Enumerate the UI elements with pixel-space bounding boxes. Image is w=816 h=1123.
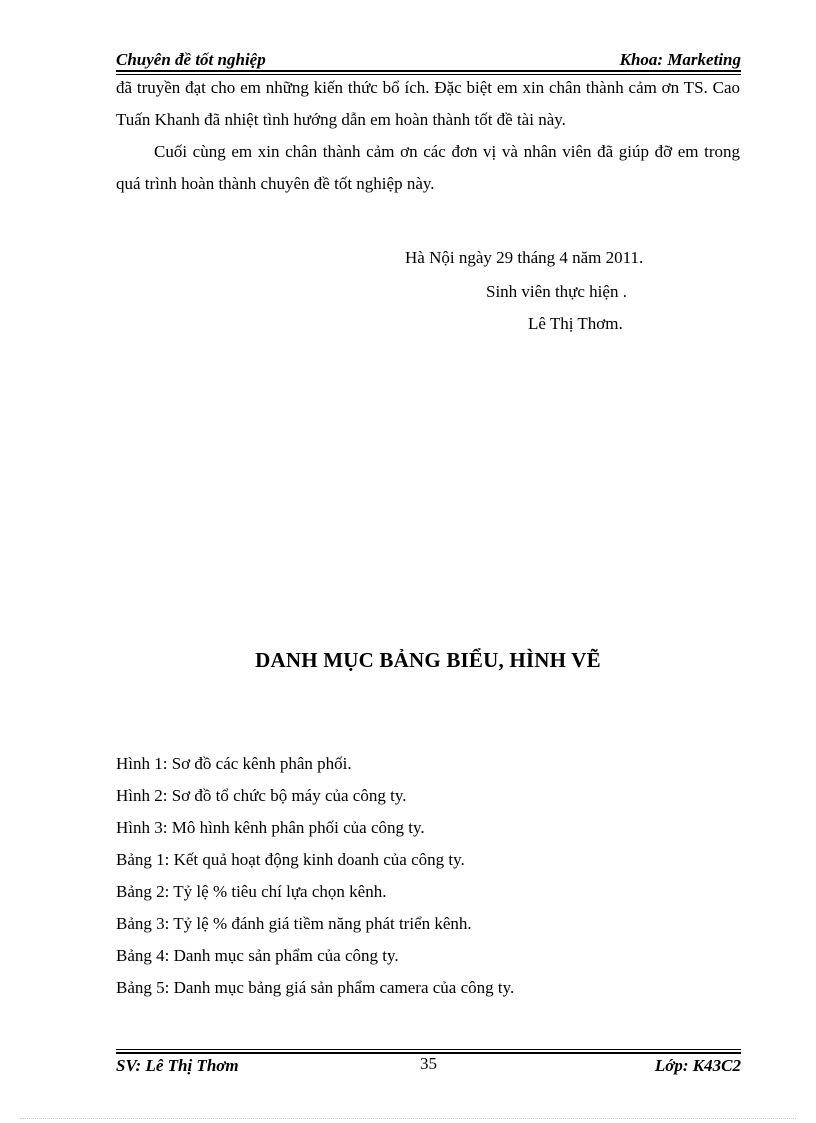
section-title: DANH MỤC BẢNG BIỂU, HÌNH VẼ [255,648,601,672]
footer-rule-thin [116,1049,741,1050]
body-paragraph-1: đã truyền đạt cho em những kiến thức bổ ích. Đặc biệt em xin chân thành cảm ơn TS. Cao Tuấn Khanh đã nhiệt tình hướng dẫn em hoàn thành tốt đề tài này. [116,78,740,129]
list-item: Bảng 2: Tỷ lệ % tiêu chí lựa chọn kênh. [116,882,387,901]
list-item: Hình 2: Sơ đồ tổ chức bộ máy của công ty. [116,786,407,805]
list-item: Bảng 5: Danh mục bảng giá sản phẩm camera của công ty. [116,978,515,997]
page-bottom-edge [20,1118,796,1119]
list-item: Bảng 3: Tỷ lệ % đánh giá tiềm năng phát triển kênh. [116,914,472,933]
list-item: Hình 1: Sơ đồ các kênh phân phối. [116,754,352,773]
header-left-title: Chuyên đề tốt nghiệp [116,50,266,69]
signature-date: Hà Nội ngày 29 tháng 4 năm 2011. [405,248,644,267]
page-number: 35 [420,1054,437,1073]
footer-student-name: SV: Lê Thị Thơm [116,1056,239,1075]
footer-class: Lớp: K43C2 [654,1056,741,1075]
figure-table-list [116,752,514,1008]
page-header [116,50,741,72]
page-footer [116,1054,741,1078]
signature-role: Sinh viên thực hiện . [486,282,627,301]
list-item: Bảng 4: Danh mục sản phẩm của công ty. [116,946,399,965]
header-right-department: Khoa: Marketing [619,50,741,69]
body-paragraph-2: Cuối cùng em xin chân thành cảm ơn các đơn vị và nhân viên đã giúp đỡ em trong quá trình hoàn thành chuyên đề tốt nghiệp này. [116,142,740,193]
list-item: Bảng 1: Kết quả hoạt động kinh doanh của công ty. [116,850,465,869]
signature-name: Lê Thị Thơm. [528,314,623,333]
list-item: Hình 3: Mô hình kênh phân phối của công ty. [116,818,425,837]
